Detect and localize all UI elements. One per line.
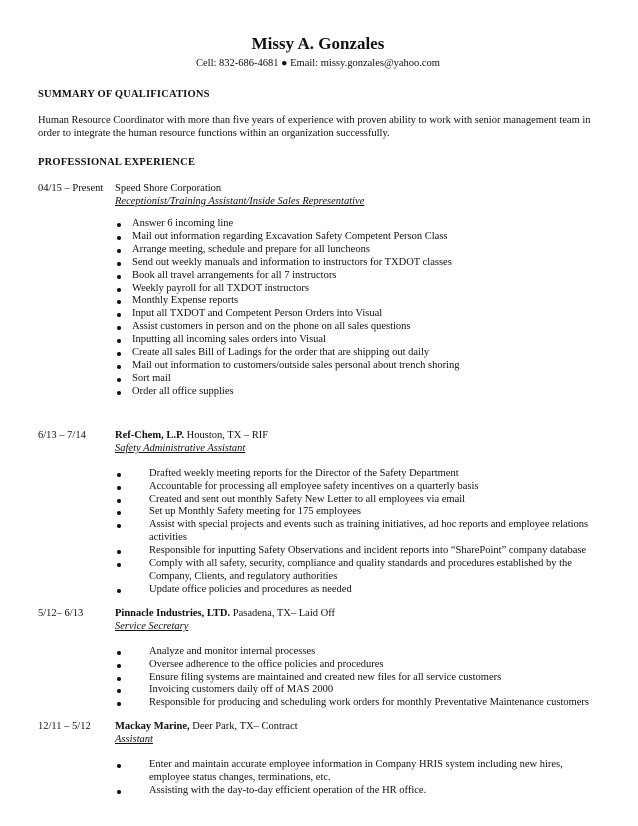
duty-item bbox=[115, 659, 598, 672]
job-entry bbox=[38, 720, 598, 798]
bullet-icon bbox=[117, 391, 121, 395]
bullet-icon bbox=[117, 339, 121, 343]
job-entry bbox=[38, 429, 598, 597]
bullet-icon bbox=[117, 790, 121, 794]
job-details bbox=[115, 182, 598, 399]
duty-text: Answer 6 incoming line bbox=[132, 218, 234, 229]
duty-list bbox=[115, 218, 598, 399]
duty-text: Drafted weekly meeting reports for the Director of the Safety Department bbox=[149, 467, 459, 479]
duty-text: Update office policies and procedures as needed bbox=[149, 583, 352, 595]
summary-text: Human Resource Coordinator with more than five years of experience with proven ability to work with senior management team in order to integrate the human resource functions within an organization successfully. bbox=[38, 115, 591, 139]
duty-text: Arrange meeting, schedule and prepare for all luncheons bbox=[132, 243, 370, 255]
duty-list bbox=[115, 759, 598, 798]
duty-item bbox=[115, 231, 598, 244]
duty-text: Set up Monthly Safety meeting for 175 employees bbox=[149, 506, 362, 518]
bullet-icon bbox=[117, 313, 121, 317]
bullet-icon bbox=[117, 352, 121, 356]
company-name: Speed Shore Corporation bbox=[115, 183, 222, 194]
bullet-icon bbox=[117, 664, 121, 668]
duty-text: Assist with special projects and events such as training initiatives, ad hoc reports and employee relations activities bbox=[149, 519, 589, 544]
duty-item bbox=[115, 373, 598, 386]
job-dates: 12/11 – 5/12 bbox=[38, 721, 91, 733]
company-name: Ref-Chem, L.P. bbox=[115, 429, 185, 441]
duty-item bbox=[115, 257, 598, 270]
candidate-name: Missy A. Gonzales bbox=[251, 34, 385, 53]
job-dates: 6/13 – 7/14 bbox=[38, 429, 86, 441]
duty-item bbox=[115, 506, 598, 519]
duty-item bbox=[115, 360, 598, 373]
duty-item bbox=[115, 519, 598, 545]
duty-item bbox=[115, 684, 598, 697]
duty-text: Book all travel arrangements for all 7 instructors bbox=[132, 269, 337, 281]
bullet-icon bbox=[117, 262, 121, 266]
duty-item bbox=[115, 646, 598, 659]
job-company-line bbox=[115, 607, 598, 620]
contact-line: Cell: 832-686-4681 ● Email: missy.gonzales@yahoo.com bbox=[196, 58, 440, 69]
bullet-icon bbox=[117, 249, 121, 253]
duty-item bbox=[115, 759, 598, 785]
duty-text: Sort mail bbox=[132, 372, 171, 384]
bullet-icon bbox=[117, 486, 121, 490]
duty-text: Mail out information regarding Excavation Safety Competent Person Class bbox=[132, 230, 448, 242]
job-dates: 04/15 – Present bbox=[38, 183, 104, 194]
company-location: Pasadena, TX– Laid Off bbox=[232, 607, 336, 619]
company-location: Deer Park, TX– Contract bbox=[192, 721, 298, 733]
bullet-icon bbox=[117, 300, 121, 304]
bullet-icon bbox=[117, 764, 121, 768]
company-name: Pinnacle Industries, LTD. bbox=[115, 607, 231, 619]
duty-text: Weekly payroll for all TXDOT instructors bbox=[132, 282, 309, 294]
job-details bbox=[115, 607, 598, 711]
duty-item bbox=[115, 270, 598, 283]
duty-item bbox=[115, 468, 598, 481]
duty-text: Input all TXDOT and Competent Person Orders into Visual bbox=[132, 308, 383, 320]
duty-text: Create all sales Bill of Ladings for the order that are shipping out daily bbox=[132, 347, 430, 359]
duty-item bbox=[115, 697, 598, 710]
bullet-icon bbox=[117, 223, 121, 227]
duty-text: Analyze and monitor internal processes bbox=[149, 645, 316, 657]
bullet-icon bbox=[117, 689, 121, 693]
job-company-line bbox=[115, 182, 598, 195]
duty-text: Monthly Expense reports bbox=[132, 295, 239, 307]
bullet-icon bbox=[117, 365, 121, 369]
duty-text: Oversee adherence to the office policies and procedures bbox=[149, 658, 384, 670]
duty-text: Responsible for inputting Safety Observations and incident reports into “SharePoint” company database bbox=[149, 545, 587, 557]
duty-item bbox=[115, 545, 598, 558]
duty-text: Inputting all incoming sales orders into Visual bbox=[132, 334, 326, 346]
duty-item bbox=[115, 386, 598, 399]
duty-text: Responsible for producing and scheduling work orders for monthly Preventative Maintenance customers bbox=[149, 697, 590, 709]
duty-text: Comply with all safety, security, compliance and quality standards and procedures established by the Company, Clients, and regulatory authorities bbox=[149, 558, 572, 582]
bullet-icon bbox=[117, 563, 121, 567]
job-details bbox=[115, 720, 598, 798]
job-title: Safety Administrative Assistant bbox=[115, 442, 246, 454]
duty-item bbox=[115, 494, 598, 507]
job-title: Service Secretary bbox=[115, 620, 189, 632]
duty-text: Mail out information to customers/outside sales personal about trench shoring bbox=[132, 359, 460, 371]
duty-item bbox=[115, 295, 598, 308]
duty-list bbox=[115, 468, 598, 597]
bullet-icon bbox=[117, 288, 121, 292]
duty-item bbox=[115, 558, 598, 584]
bullet-icon bbox=[117, 473, 121, 477]
duty-text: Assist customers in person and on the phone on all sales questions bbox=[132, 321, 411, 333]
duty-item bbox=[115, 672, 598, 685]
duty-text: Order all office supplies bbox=[132, 385, 234, 397]
duty-text: Ensure filing systems are maintained and created new files for all service customers bbox=[149, 671, 502, 683]
duty-list bbox=[115, 646, 598, 711]
bullet-icon bbox=[117, 702, 121, 706]
job-entry bbox=[38, 607, 598, 711]
duty-text: Created and sent out monthly Safety New Letter to all employees via email bbox=[149, 493, 466, 505]
job-company-line bbox=[115, 720, 598, 733]
duty-text: Accountable for processing all employee safety incentives on a quarterly basis bbox=[149, 480, 479, 492]
duty-item bbox=[115, 218, 598, 231]
bullet-icon bbox=[117, 236, 121, 240]
job-details bbox=[115, 429, 598, 597]
company-name: Mackay Marine, bbox=[115, 721, 190, 733]
bullet-icon bbox=[117, 378, 121, 382]
job-list bbox=[38, 182, 598, 798]
duty-item bbox=[115, 283, 598, 296]
job-title: Receptionist/Training Assistant/Inside Sales Representative bbox=[115, 196, 365, 207]
duty-item bbox=[115, 481, 598, 494]
job-company-line bbox=[115, 429, 598, 442]
duty-item bbox=[115, 321, 598, 334]
bullet-icon bbox=[117, 550, 121, 554]
bullet-icon bbox=[117, 511, 121, 515]
duty-item bbox=[115, 244, 598, 257]
summary-heading: SUMMARY OF QUALIFICATIONS bbox=[38, 89, 210, 100]
bullet-icon bbox=[117, 651, 121, 655]
experience-heading: PROFESSIONAL EXPERIENCE bbox=[38, 157, 196, 168]
duty-text: Invoicing customers daily off of MAS 2000 bbox=[149, 684, 334, 696]
duty-text: Assisting with the day-to-day efficient operation of the HR office. bbox=[149, 785, 427, 797]
bullet-icon bbox=[117, 524, 121, 528]
duty-text: Enter and maintain accurate employee information in Company HRIS system including new hires, employee status changes, terminations, etc. bbox=[149, 759, 563, 784]
bullet-icon bbox=[117, 499, 121, 503]
job-title: Assistant bbox=[115, 734, 153, 746]
duty-item bbox=[115, 785, 598, 798]
bullet-icon bbox=[117, 275, 121, 279]
bullet-icon bbox=[117, 589, 121, 593]
duty-item bbox=[115, 347, 598, 360]
duty-item bbox=[115, 334, 598, 347]
job-dates: 5/12– 6/13 bbox=[38, 607, 84, 619]
duty-item bbox=[115, 308, 598, 321]
job-entry bbox=[38, 182, 598, 399]
duty-text: Send out weekly manuals and information to instructors for TXDOT classes bbox=[132, 256, 452, 268]
bullet-icon bbox=[117, 677, 121, 681]
bullet-icon bbox=[117, 326, 121, 330]
duty-item bbox=[115, 584, 598, 597]
company-location: Houston, TX – RIF bbox=[186, 429, 269, 441]
